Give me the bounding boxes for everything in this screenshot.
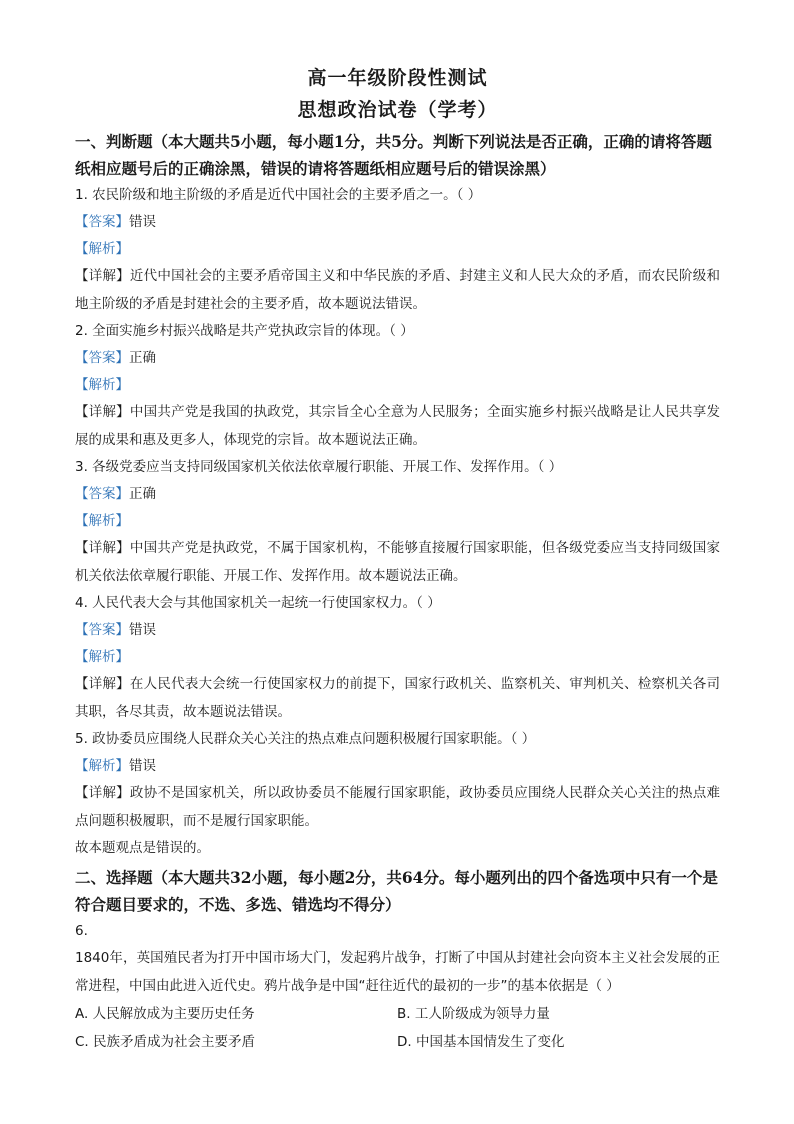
analysis-label: 【解析】 xyxy=(75,377,129,393)
detail-text: 中国共产党是执政党，不属于国家机构，不能够直接履行国家职能，但各级党委应当支持同级国家机关依法依章履行职能、开展工作、发挥作用。故本题说法正确。 xyxy=(75,540,721,584)
answer-value: 错误 xyxy=(129,758,156,774)
detail-label: 【详解】 xyxy=(75,268,130,284)
analysis-row xyxy=(75,508,720,535)
option-d: D. 中国基本国情发生了变化 xyxy=(397,1034,565,1050)
detail-row xyxy=(75,535,720,590)
question-stem: 1840年，英国殖民者为打开中国市场大门，发起鸦片战争，打断了中国从封建社会向资本主义社会发展的正常进程，中国由此进入近代史。鸦片战争是中国“赶往近代的最初的一步”的基本依据是（ ） xyxy=(75,950,720,994)
detail-row xyxy=(75,671,720,726)
question-5 xyxy=(75,726,720,862)
detail-label: 【详解】 xyxy=(75,676,130,692)
analysis-label: 【解析】 xyxy=(75,241,129,257)
detail-text: 政协不是国家机关，所以政协委员不能履行国家职能，政协委员应围绕人民群众关心关注的热点难点问题积极履职，而不是履行国家职能。 xyxy=(75,785,721,829)
detail-text: 在人民代表大会统一行使国家权力的前提下，国家行政机关、监察机关、审判机关、检察机关各司其职，各尽其责，故本题说法错误。 xyxy=(75,676,721,720)
question-stem: 4. 人民代表大会与其他国家机关一起统一行使国家权力。（ ） xyxy=(75,595,441,611)
section-2-heading: 二、选择题（本大题共32小题，每小题2分，共64分。每小题列出的四个备选项中只有一个是符合题目要求的，不选、多选、错选均不得分） xyxy=(75,868,718,914)
answer-label: 【答案】 xyxy=(75,486,129,502)
detail-label: 【详解】 xyxy=(75,540,130,556)
answer-label: 【答案】 xyxy=(75,350,129,366)
page-subtitle: 思想政治试卷（学考） xyxy=(297,99,498,121)
answer-row xyxy=(75,345,720,372)
detail-label: 【详解】 xyxy=(75,785,130,801)
question-3 xyxy=(75,454,720,590)
detail-text: 近代中国社会的主要矛盾帝国主义和中华民族的矛盾、封建主义和人民大众的矛盾，而农民阶级和地主阶级的矛盾是封建社会的主要矛盾，故本题说法错误。 xyxy=(75,268,721,312)
answer-row xyxy=(75,753,720,780)
answer-label: 【答案】 xyxy=(75,622,129,638)
detail-row xyxy=(75,780,720,835)
analysis-row xyxy=(75,372,720,399)
question-6 xyxy=(75,918,720,1056)
page-title: 高一年级阶段性测试 xyxy=(307,67,488,89)
options-row-1 xyxy=(75,1000,720,1028)
answer-value: 错误 xyxy=(129,214,156,230)
question-stem: 1. 农民阶级和地主阶级的矛盾是近代中国社会的主要矛盾之一。（ ） xyxy=(75,187,482,203)
analysis-label: 【解析】 xyxy=(75,649,129,665)
question-stem: 3. 各级党委应当支持同级国家机关依法依章履行职能、开展工作、发挥作用。（ ） xyxy=(75,459,563,475)
answer-row xyxy=(75,617,720,644)
analysis-label: 【解析】 xyxy=(75,513,129,529)
detail-text: 中国共产党是我国的执政党，其宗旨全心全意为人民服务；全面实施乡村振兴战略是让人民共享发展的成果和惠及更多人，体现党的宗旨。故本题说法正确。 xyxy=(75,404,721,448)
question-4 xyxy=(75,590,720,726)
detail-row xyxy=(75,399,720,454)
document-page xyxy=(75,62,720,1056)
answer-value: 正确 xyxy=(129,350,156,366)
question-number: 6. xyxy=(75,923,88,939)
question-1 xyxy=(75,182,720,318)
analysis-row xyxy=(75,236,720,263)
analysis-row xyxy=(75,644,720,671)
option-b: B. 工人阶级成为领导力量 xyxy=(397,1006,550,1022)
detail-row xyxy=(75,263,720,318)
section-1-heading: 一、判断题（本大题共5小题，每小题1分，共5分。判断下列说法是否正确，正确的请将答题纸相应题号后的正确涂黑，错误的请将答题纸相应题号后的错误涂黑） xyxy=(75,132,712,178)
answer-value: 正确 xyxy=(129,486,156,502)
conclusion-text: 故本题观点是错误的。 xyxy=(75,840,210,856)
question-stem: 5. 政协委员应围绕人民群众关心关注的热点难点问题积极履行国家职能。（ ） xyxy=(75,731,536,747)
answer-label: 【答案】 xyxy=(75,214,129,230)
option-a: A. 人民解放成为主要历史任务 xyxy=(75,1006,255,1022)
detail-label: 【详解】 xyxy=(75,404,130,420)
answer-row xyxy=(75,209,720,236)
options-row-2 xyxy=(75,1028,720,1056)
answer-value: 错误 xyxy=(129,622,156,638)
answer-row xyxy=(75,481,720,508)
option-c: C. 民族矛盾成为社会主要矛盾 xyxy=(75,1034,256,1050)
question-2 xyxy=(75,318,720,454)
answer-label: 【解析】 xyxy=(75,758,129,774)
question-stem: 2. 全面实施乡村振兴战略是共产党执政宗旨的体现。（ ） xyxy=(75,323,414,339)
